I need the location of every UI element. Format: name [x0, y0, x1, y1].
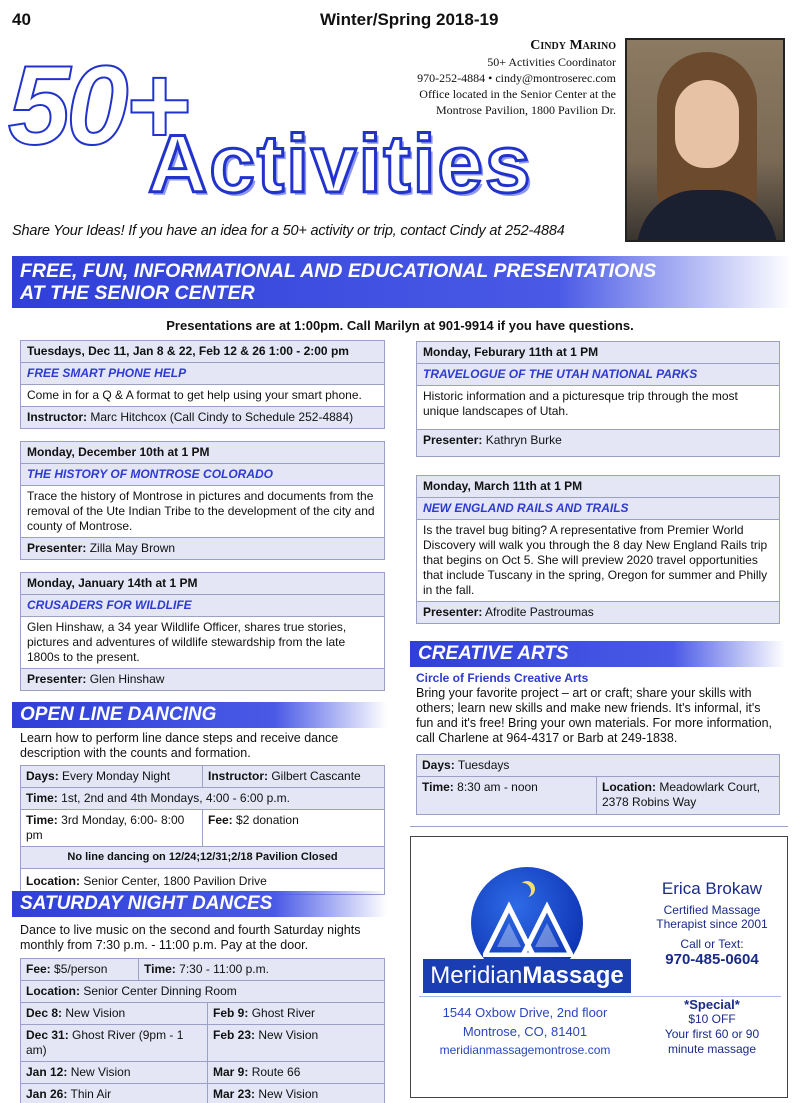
- presentations-note: Presentations are at 1:00pm. Call Marilyn at 901-9914 if you have questions.: [166, 318, 634, 333]
- logo-activities: Activities: [148, 119, 533, 210]
- therapist-name: Erica Brokaw: [661, 879, 763, 898]
- dance-date: Mar 23: New Vision: [208, 1084, 385, 1103]
- presentation-wildlife: Monday, January 14th at 1 PM CRUSADERS FOR WILDLIFE Glen Hinshaw, a 34 year Wildlife Officer, shares true stories, pictures and adventures of wildlife stewardship from the late 1800s to the present. Presenter: Glen Hinshaw: [20, 572, 385, 691]
- saturday-schedule: Fee: $5/person Time: 7:30 - 11:00 p.m. Location: Senior Center Dinning Room Dec 8: New Vision Feb 9: Ghost River Dec 31: Ghost River (9pm - 1 am) Feb 23: New Vision Jan 12: New Vision Mar 9: Route 66 Jan 26: Thin Air Mar 23: New Vision: [20, 958, 385, 1103]
- line-dancing-schedule: Days: Every Monday Night Instructor: Gilbert Cascante Time: 1st, 2nd and 4th Mondays, 4:00 - 6:00 p.m. Time: 3rd Monday, 6:00- 8:00 pm Fee: $2 donation No line dancing on 12/24;12/31;2/18 Pavilion Closed Location: Senior Center, 1800 Pavilion Drive: [20, 765, 385, 895]
- presentation-new-england: Monday, March 11th at 1 PM NEW ENGLAND RAILS AND TRAILS Is the travel bug biting? A representative from Premier World Discovery will walk you through the 8 day New England Rails trip that begins on Oct 5. She will preview 2020 travel opportunities that include Tuscany in the spring, Oregon for summer and Philly in the fall. Presenter: Afrodite Pastroumas: [416, 475, 780, 624]
- meridian-massage-ad: [410, 836, 788, 1098]
- dance-date: Dec 8: New Vision: [21, 1003, 208, 1025]
- therapist-phone: 970-485-0604: [665, 951, 759, 968]
- line-dancing-closed: No line dancing on 12/24;12/31;2/18 Pavilion Closed: [21, 847, 385, 869]
- line-dancing-heading: OPEN LINE DANCING: [12, 702, 387, 728]
- coordinator-title: 50+ Activities Coordinator: [487, 55, 616, 69]
- moon-icon: [515, 883, 531, 899]
- creative-divider: [410, 826, 788, 827]
- page-number: 40: [12, 10, 31, 29]
- creative-arts-desc: Bring your favorite project – art or craft; share your skills with others; learn new skills and make new friends. It's informal, it's fun and it's free! Bring your own materials. For more information, call Charlene at 964-4317 or Barb at 249-1838.: [416, 686, 773, 745]
- brand-name: MeridianMassage: [423, 959, 631, 993]
- presentation-smart-phone: Tuesdays, Dec 11, Jan 8 & 22, Feb 12 & 26 1:00 - 2:00 pm FREE SMART PHONE HELP Come in for a Q & A format to get help using your smart phone. Instructor: Marc Hitchcox (Call Cindy to Schedule 252-4884): [20, 340, 385, 429]
- office-line-2: Montrose Pavilion, 1800 Pavilion Dr.: [436, 103, 616, 117]
- dance-date: Jan 26: Thin Air: [21, 1084, 208, 1103]
- dance-date: Feb 23: New Vision: [208, 1025, 385, 1062]
- season-title: Winter/Spring 2018-19: [320, 10, 499, 29]
- therapist-info: Erica Brokaw Certified Massage Therapist since 2001 Call or Text: 970-485-0604: [637, 879, 787, 968]
- creative-arts-heading: CREATIVE ARTS: [410, 641, 785, 667]
- ad-special-offer: *Special* $10 OFF Your first 60 or 90 minute massage: [664, 997, 760, 1056]
- creative-arts-schedule: Days: Tuesdays Time: 8:30 am - noon Location: Meadowlark Court, 2378 Robins Way: [416, 754, 780, 815]
- share-ideas-text: Share Your Ideas! If you have an idea for a 50+ activity or trip, contact Cindy at 252-4884: [12, 223, 565, 239]
- coordinator-phone-email: 970-252-4884 • cindy@montroserec.com: [417, 71, 616, 85]
- dance-date: Jan 12: New Vision: [21, 1062, 208, 1084]
- creative-arts-subtitle: Circle of Friends Creative Arts: [416, 671, 589, 685]
- mountain-icon: [483, 899, 573, 957]
- office-line-1: Office located in the Senior Center at the: [419, 87, 616, 101]
- dance-date: Feb 9: Ghost River: [208, 1003, 385, 1025]
- line-dancing-intro: Learn how to perform line dance steps and receive dance description with the counts and formation.: [20, 731, 339, 760]
- ad-website: meridianmassagemontrose.com: [439, 1043, 611, 1057]
- logo-fifty-plus: 50+: [8, 43, 186, 168]
- presentation-utah-parks: Monday, Feburary 11th at 1 PM TRAVELOGUE OF THE UTAH NATIONAL PARKS Historic information and a picturesque trip through the most unique landscapes of Utah. Presenter: Kathryn Burke: [416, 341, 780, 457]
- ad-address: 1544 Oxbow Drive, 2nd floor Montrose, CO, 81401 meridianmassagemontrose.com: [425, 1003, 625, 1060]
- coordinator-photo: [625, 38, 785, 242]
- dance-date: Dec 31: Ghost River (9pm - 1 am): [21, 1025, 208, 1062]
- coordinator-name: Cindy Marino: [530, 38, 616, 53]
- presentations-banner: FREE, FUN, INFORMATIONAL AND EDUCATIONAL PRESENTATIONS AT THE SENIOR CENTER: [12, 256, 792, 308]
- presentation-montrose-history: Monday, December 10th at 1 PM THE HISTORY OF MONTROSE COLORADO Trace the history of Montrose in pictures and documents from the removal of the Ute Indian Tribe to the development of the city and county of Montrose. Presenter: Zilla May Brown: [20, 441, 385, 560]
- saturday-dances-heading: SATURDAY NIGHT DANCES: [12, 891, 387, 917]
- coordinator-contact: [417, 38, 616, 118]
- saturday-intro: Dance to live music on the second and fourth Saturday nights monthly from 7:30 p.m. - 11:00 p.m. Pay at the door.: [20, 923, 361, 952]
- dance-date: Mar 9: Route 66: [208, 1062, 385, 1084]
